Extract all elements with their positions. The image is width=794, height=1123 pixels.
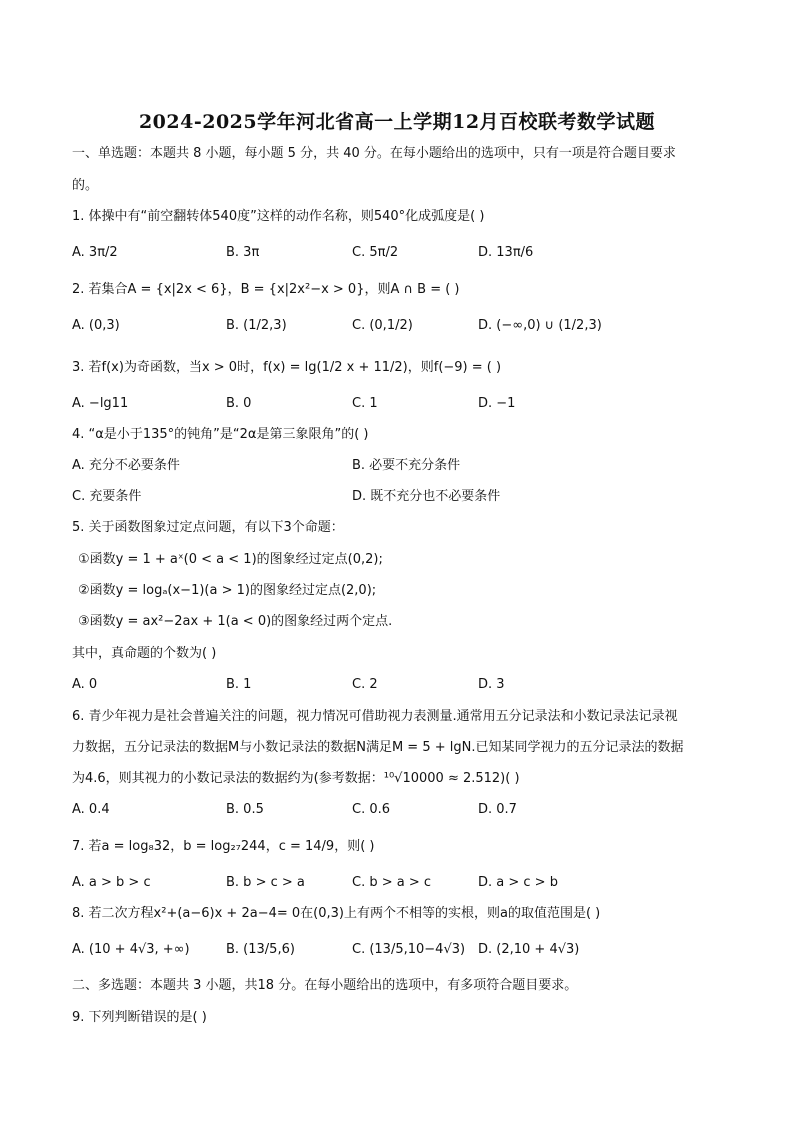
question-4-option-b: B. 必要不充分条件: [352, 458, 461, 473]
question-3-option-b: B. 0: [226, 396, 252, 411]
question-5-proposition-1: ①函数y = 1 + aˣ(0 < a < 1)的图象经过定点(0,2);: [78, 552, 383, 567]
question-1-option-c: C. 5π/2: [352, 245, 399, 260]
question-4-stem: 4. “α是小于135°的钝角”是“2α是第三象限角”的( ): [72, 427, 369, 442]
question-5-option-a: A. 0: [72, 677, 98, 692]
question-2-option-c: C. (0,1/2): [352, 318, 413, 333]
question-2-option-a: A. (0,3): [72, 318, 120, 333]
question-3-option-c: C. 1: [352, 396, 378, 411]
question-5-proposition-2: ②函数y = logₐ(x−1)(a > 1)的图象经过定点(2,0);: [78, 583, 377, 598]
question-4-option-d: D. 既不充分也不必要条件: [352, 489, 501, 504]
question-8-option-d: D. (2,10 + 4√3): [478, 942, 580, 957]
section-heading-multiple-choice: 二、多选题：本题共 3 小题，共18 分。在每小题给出的选项中，有多项符合题目要求。: [72, 978, 578, 993]
question-7-option-b: B. b > c > a: [226, 875, 305, 890]
question-1-stem: 1. 体操中有“前空翻转体540度”这样的动作名称，则540°化成弧度是( ): [72, 209, 485, 224]
question-6-line-1: 6. 青少年视力是社会普遍关注的问题，视力情况可借助视力表测量.通常用五分记录法和小数记录法记录视: [72, 709, 678, 724]
question-5-option-d: D. 3: [478, 677, 505, 692]
question-6-line-3: 为4.6，则其视力的小数记录法的数据约为(参考数据：¹⁰√10000 ≈ 2.512)( ): [72, 771, 520, 786]
question-5-proposition-3: ③函数y = ax²−2ax + 1(a < 0)的图象经过两个定点.: [78, 614, 393, 629]
question-5-option-c: C. 2: [352, 677, 378, 692]
question-6-option-d: D. 0.7: [478, 802, 517, 817]
question-2-option-d: D. (−∞,0) ∪ (1/2,3): [478, 318, 602, 333]
question-6-option-c: C. 0.6: [352, 802, 391, 817]
question-8-option-c: C. (13/5,10−4√3): [352, 942, 466, 957]
question-4-option-c: C. 充要条件: [72, 489, 142, 504]
question-8-option-a: A. (10 + 4√3, +∞): [72, 942, 190, 957]
question-7-stem: 7. 若a = log₈32，b = log₂₇244，c = 14/9，则( ): [72, 839, 375, 854]
question-6-option-a: A. 0.4: [72, 802, 110, 817]
question-4-option-a: A. 充分不必要条件: [72, 458, 180, 473]
question-3-option-d: D. −1: [478, 396, 516, 411]
page-title: 2024-2025学年河北省高一上学期12月百校联考数学试题: [138, 111, 656, 133]
question-2-stem: 2. 若集合A = {x|2x < 6}，B = {x|2x²−x > 0}，则A ∩ B = ( ): [72, 282, 460, 297]
question-7-option-a: A. a > b > c: [72, 875, 151, 890]
question-9-stem: 9. 下列判断错误的是( ): [72, 1010, 207, 1025]
question-6-line-2: 力数据，五分记录法的数据M与小数记录法的数据N满足M = 5 + lgN.已知某同学视力的五分记录法的数据: [72, 740, 684, 755]
section-heading-single-choice: 一、单选题：本题共 8 小题，每小题 5 分，共 40 分。在每小题给出的选项中，只有一项是符合题目要求: [72, 146, 676, 161]
question-5-question: 其中，真命题的个数为( ): [72, 646, 217, 661]
question-8-option-b: B. (13/5,6): [226, 942, 295, 957]
question-5-option-b: B. 1: [226, 677, 252, 692]
question-1-option-b: B. 3π: [226, 245, 260, 260]
question-7-option-d: D. a > c > b: [478, 875, 558, 890]
question-7-option-c: C. b > a > c: [352, 875, 432, 890]
section-heading-continuation: 的。: [72, 178, 99, 193]
question-8-stem: 8. 若二次方程x²+(a−6)x + 2a−4= 0在(0,3)上有两个不相等的实根，则a的取值范围是( ): [72, 906, 601, 921]
question-3-stem: 3. 若f(x)为奇函数，当x > 0时，f(x) = lg(1/2 x + 11/2)，则f(−9) = ( ): [72, 360, 502, 375]
question-3-option-a: A. −lg11: [72, 396, 129, 411]
question-1-option-d: D. 13π/6: [478, 245, 534, 260]
question-1-option-a: A. 3π/2: [72, 245, 118, 260]
question-2-option-b: B. (1/2,3): [226, 318, 287, 333]
question-6-option-b: B. 0.5: [226, 802, 264, 817]
question-5-stem: 5. 关于函数图象过定点问题，有以下3个命题：: [72, 520, 344, 535]
